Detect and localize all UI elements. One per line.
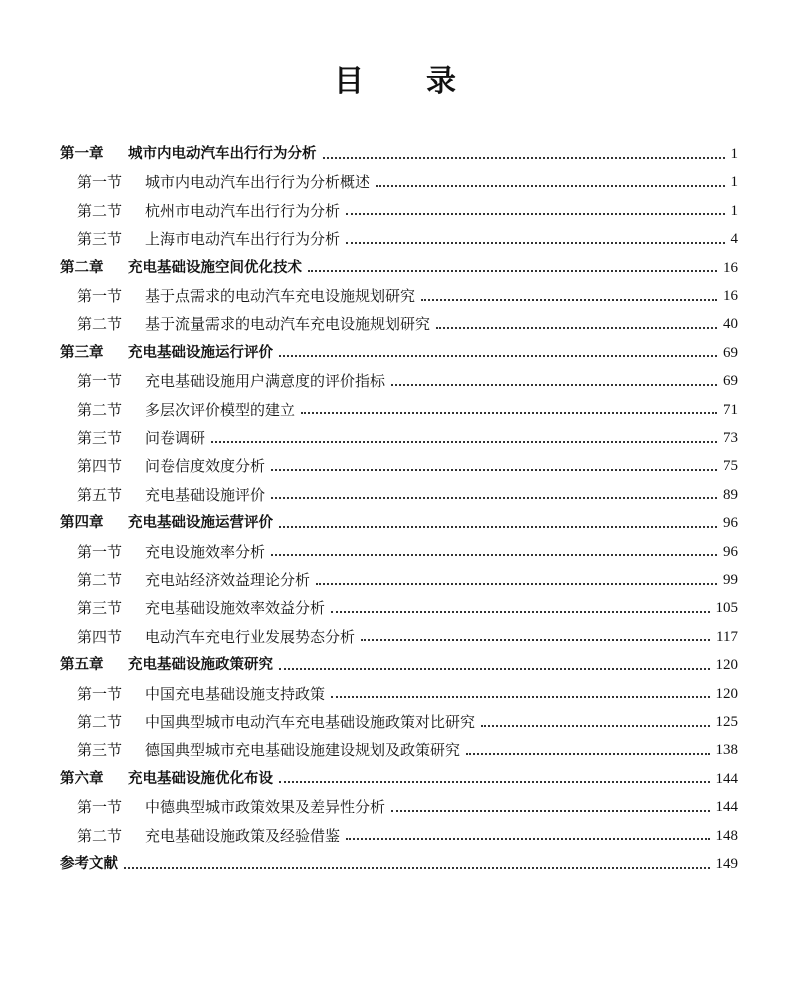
chapter-number: 第五章 bbox=[60, 657, 104, 674]
page-number: 117 bbox=[716, 628, 738, 645]
page-number: 120 bbox=[715, 657, 738, 674]
dot-leader bbox=[323, 156, 725, 159]
toc-section-entry[interactable] bbox=[77, 822, 738, 850]
page-number: 16 bbox=[723, 259, 738, 276]
section-title: 中国典型城市电动汽车充电基础设施政策对比研究 bbox=[145, 713, 476, 731]
chapter-title: 充电基础设施政策研究 bbox=[128, 657, 273, 674]
page-title-char: 录 bbox=[426, 64, 518, 99]
chapter-number: 第一章 bbox=[60, 146, 104, 162]
section-number: 第一节 bbox=[77, 542, 123, 561]
toc-section-entry[interactable] bbox=[77, 396, 738, 424]
toc-section-entry[interactable] bbox=[77, 367, 738, 395]
dot-leader bbox=[391, 383, 717, 386]
chapter-title: 充电基础设施空间优化技术 bbox=[128, 259, 302, 276]
section-title: 充电基础设施效率效益分析 bbox=[145, 599, 326, 618]
section-number: 第四节 bbox=[77, 457, 123, 476]
section-title: 上海市电动汽车出行行为分析 bbox=[145, 230, 341, 249]
page-number: 89 bbox=[723, 486, 738, 503]
page-number: 144 bbox=[715, 770, 738, 787]
section-number: 第三节 bbox=[77, 230, 123, 249]
page-number: 1 bbox=[730, 174, 738, 191]
dot-leader bbox=[421, 298, 717, 301]
section-title: 多层次评价模型的建立 bbox=[145, 400, 296, 419]
dot-leader bbox=[211, 440, 717, 443]
section-title: 充电站经济效益理论分析 bbox=[145, 571, 311, 589]
dot-leader bbox=[361, 638, 710, 641]
section-number: 第二节 bbox=[77, 571, 123, 589]
section-title: 德国典型城市充电基础设施建设规划及政策研究 bbox=[145, 741, 461, 760]
page-number: 1 bbox=[730, 146, 738, 162]
dot-leader bbox=[376, 184, 724, 187]
toc-section-entry[interactable] bbox=[77, 452, 738, 480]
section-title: 中德典型城市政策效果及差异性分析 bbox=[145, 798, 386, 817]
section-number: 第三节 bbox=[77, 741, 123, 760]
section-title: 城市内电动汽车出行行为分析概述 bbox=[145, 173, 371, 192]
dot-leader bbox=[466, 752, 709, 755]
page-number: 148 bbox=[715, 827, 738, 844]
toc-section-entry[interactable] bbox=[77, 538, 738, 566]
dot-leader bbox=[279, 525, 717, 528]
dot-leader bbox=[346, 212, 724, 215]
page-number: 96 bbox=[723, 515, 738, 532]
toc-section-entry[interactable] bbox=[77, 168, 738, 196]
section-title: 充电基础设施评价 bbox=[145, 485, 266, 504]
section-number: 第一节 bbox=[77, 798, 123, 817]
page-number: 16 bbox=[723, 288, 738, 304]
toc-chapter-entry[interactable] bbox=[60, 254, 738, 282]
section-title: 问卷信度效度分析 bbox=[145, 457, 266, 476]
dot-leader bbox=[271, 468, 717, 471]
toc-section-entry[interactable] bbox=[77, 708, 738, 736]
page-number: 1 bbox=[730, 202, 738, 219]
dot-leader bbox=[308, 269, 717, 272]
dot-leader bbox=[331, 610, 709, 613]
toc-section-entry[interactable] bbox=[77, 310, 738, 338]
toc-chapter-entry[interactable] bbox=[60, 651, 738, 679]
page-number: 71 bbox=[723, 401, 738, 418]
section-number: 第三节 bbox=[77, 429, 123, 447]
dot-leader bbox=[346, 241, 724, 244]
section-number: 第二节 bbox=[77, 826, 123, 845]
toc-section-entry[interactable] bbox=[77, 566, 738, 594]
section-number: 第二节 bbox=[77, 400, 123, 419]
section-number: 第一节 bbox=[77, 287, 123, 305]
toc-section-entry[interactable] bbox=[77, 623, 738, 651]
page-number: 138 bbox=[715, 742, 738, 759]
section-number: 第四节 bbox=[77, 627, 123, 646]
section-title: 基于点需求的电动汽车充电设施规划研究 bbox=[145, 287, 416, 305]
toc-section-entry[interactable] bbox=[77, 197, 738, 225]
page-number: 40 bbox=[723, 316, 738, 333]
toc-section-entry[interactable] bbox=[77, 736, 738, 764]
toc-references-entry[interactable] bbox=[60, 850, 738, 878]
page-title bbox=[0, 62, 790, 102]
page-title-char: 目 bbox=[334, 64, 426, 99]
dot-leader bbox=[316, 582, 717, 585]
toc-chapter-entry[interactable] bbox=[60, 765, 738, 793]
page-number: 96 bbox=[723, 543, 738, 560]
chapter-number: 第二章 bbox=[60, 259, 104, 276]
section-number: 第五节 bbox=[77, 485, 123, 504]
section-number: 第一节 bbox=[77, 684, 123, 703]
toc-section-entry[interactable] bbox=[77, 793, 738, 821]
page-number: 75 bbox=[723, 458, 738, 475]
dot-leader bbox=[436, 326, 717, 329]
section-title: 充电基础设施用户满意度的评价指标 bbox=[145, 372, 386, 391]
section-title: 基于流量需求的电动汽车充电设施规划研究 bbox=[145, 315, 431, 334]
toc-section-entry[interactable] bbox=[77, 680, 738, 708]
section-title: 充电设施效率分析 bbox=[145, 542, 266, 561]
section-title: 杭州市电动汽车出行行为分析 bbox=[145, 201, 341, 220]
chapter-number: 第三章 bbox=[60, 344, 104, 361]
dot-leader bbox=[391, 809, 709, 812]
dot-leader bbox=[279, 354, 717, 357]
section-number: 第一节 bbox=[77, 173, 123, 192]
dot-leader bbox=[271, 496, 717, 499]
dot-leader bbox=[279, 667, 710, 670]
references-title: 参考文献 bbox=[60, 856, 118, 872]
page-number: 105 bbox=[715, 600, 738, 617]
dot-leader bbox=[271, 553, 717, 556]
toc-chapter-entry[interactable] bbox=[60, 339, 738, 367]
chapter-number: 第四章 bbox=[60, 515, 104, 532]
chapter-number: 第六章 bbox=[60, 770, 104, 787]
toc-section-entry[interactable] bbox=[77, 424, 738, 452]
toc-chapter-entry[interactable] bbox=[60, 509, 738, 537]
toc-section-entry[interactable] bbox=[77, 225, 738, 253]
chapter-title: 充电基础设施优化布设 bbox=[128, 770, 273, 787]
section-number: 第三节 bbox=[77, 599, 123, 618]
page-number: 99 bbox=[723, 572, 738, 588]
page-number: 73 bbox=[723, 430, 738, 446]
chapter-title: 充电基础设施运行评价 bbox=[128, 344, 273, 361]
section-number: 第二节 bbox=[77, 713, 123, 731]
toc-section-entry[interactable] bbox=[77, 481, 738, 509]
dot-leader bbox=[346, 837, 709, 840]
dot-leader bbox=[301, 411, 717, 414]
section-title: 中国充电基础设施支持政策 bbox=[145, 684, 326, 703]
chapter-title: 城市内电动汽车出行行为分析 bbox=[128, 146, 317, 162]
chapter-title: 充电基础设施运营评价 bbox=[128, 515, 273, 532]
dot-leader bbox=[331, 695, 709, 698]
section-title: 充电基础设施政策及经验借鉴 bbox=[145, 826, 341, 845]
page-number: 69 bbox=[723, 344, 738, 361]
section-title: 问卷调研 bbox=[145, 429, 206, 447]
page-number: 125 bbox=[715, 714, 738, 730]
page-number: 144 bbox=[715, 799, 738, 816]
toc-section-entry[interactable] bbox=[77, 282, 738, 310]
toc-section-entry[interactable] bbox=[77, 594, 738, 622]
section-number: 第二节 bbox=[77, 201, 123, 220]
page-number: 120 bbox=[715, 685, 738, 702]
page-number: 69 bbox=[723, 373, 738, 390]
dot-leader bbox=[279, 780, 710, 783]
dot-leader bbox=[481, 724, 709, 727]
section-number: 第一节 bbox=[77, 372, 123, 391]
toc-chapter-entry[interactable] bbox=[60, 140, 738, 168]
page-number: 4 bbox=[730, 231, 738, 248]
section-number: 第二节 bbox=[77, 315, 123, 334]
section-title: 电动汽车充电行业发展势态分析 bbox=[145, 627, 356, 646]
dot-leader bbox=[124, 866, 710, 869]
page-number: 149 bbox=[715, 856, 738, 872]
